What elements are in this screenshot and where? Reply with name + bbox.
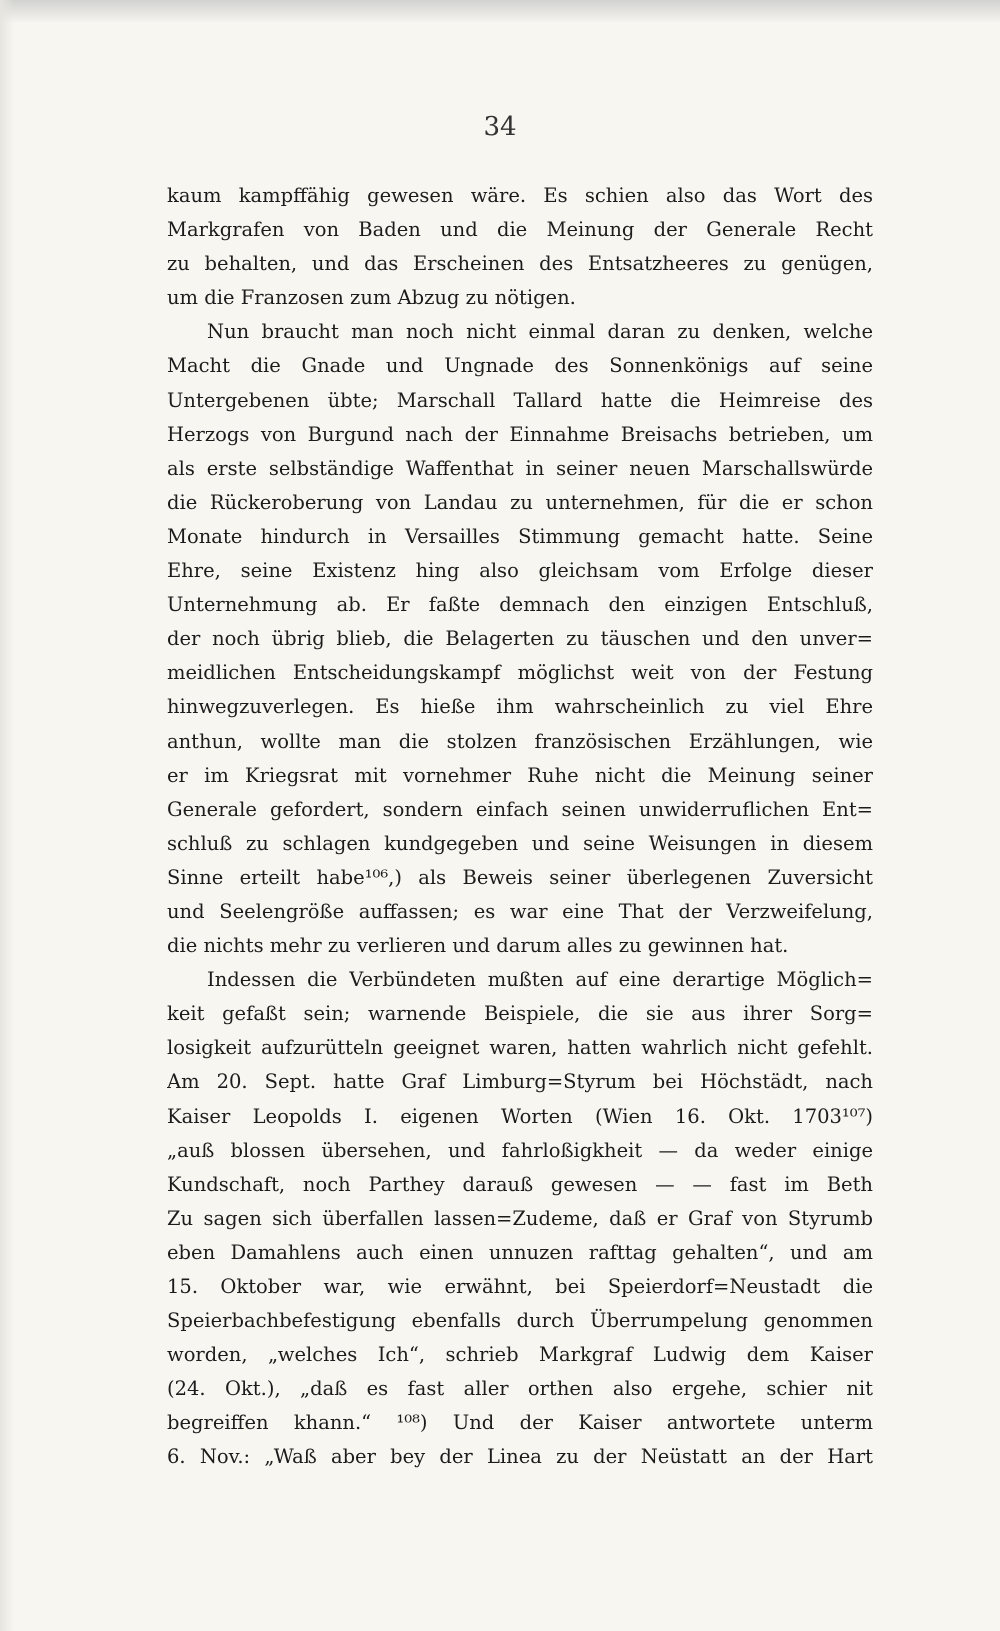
text-line: die nichts mehr zu verlieren und darum alles zu gewinnen hat. bbox=[167, 934, 789, 958]
text-line: Monate hindurch in Versailles Stimmung gemacht hatte. Seine bbox=[167, 524, 873, 548]
text-line: anthun, wollte man die stolzen französischen Erzählungen, wie bbox=[167, 729, 873, 753]
text-line: Markgrafen von Baden und die Meinung der Generale Recht bbox=[167, 218, 873, 242]
text-line: worden, „welches Ich“, schrieb Markgraf Ludwig dem Kaiser bbox=[167, 1343, 873, 1367]
text-line: Speierbachbefestigung ebenfalls durch Überrumpelung genommen bbox=[167, 1309, 873, 1333]
text-line: Macht die Gnade und Ungnade des Sonnenkönigs auf seine bbox=[167, 354, 873, 378]
text-line: Kundschaft, noch Parthey darauß gewesen — — fast im Beth bbox=[167, 1172, 873, 1196]
text-line: Herzogs von Burgund nach der Einnahme Breisachs betrieben, um bbox=[167, 422, 873, 446]
page-number: 34 bbox=[483, 112, 517, 142]
text-line: Generale gefordert, sondern einfach seinen unwiderruflichen Ent= bbox=[167, 797, 873, 821]
text-line: Untergebenen übte; Marschall Tallard hatte die Heimreise des bbox=[167, 388, 873, 412]
text-line: Indessen die Verbündeten mußten auf eine derartige Möglich= bbox=[207, 968, 873, 992]
text-line: losigkeit aufzurütteln geeignet waren, hatten wahrlich nicht gefehlt. bbox=[167, 1036, 873, 1060]
text-line: Sinne erteilt habe¹⁰⁶,) als Beweis seiner überlegenen Zuversicht bbox=[167, 865, 873, 889]
scan-left-shade bbox=[0, 0, 14, 1631]
text-line: Ehre, seine Existenz hing also gleichsam vom Erfolge dieser bbox=[167, 559, 873, 583]
text-line: und Seelengröße auffassen; es war eine That der Verzweifelung, bbox=[167, 899, 873, 923]
text-line: schluß zu schlagen kundgegeben und seine Weisungen in diesem bbox=[167, 831, 873, 855]
scan-top-edge bbox=[0, 0, 1000, 22]
text-line: er im Kriegsrat mit vornehmer Ruhe nicht die Meinung seiner bbox=[167, 763, 873, 787]
text-line: zu behalten, und das Erscheinen des Entsatzheeres zu genügen, bbox=[167, 252, 873, 276]
text-line: der noch übrig blieb, die Belagerten zu täuschen und den unver= bbox=[167, 627, 873, 651]
text-line: Kaiser Leopolds I. eigenen Worten (Wien 16. Okt. 1703¹⁰⁷) bbox=[167, 1104, 873, 1128]
text-line: begreiffen khann.“ ¹⁰⁸) Und der Kaiser antwortete unterm bbox=[167, 1411, 873, 1435]
text-line: Nun braucht man noch nicht einmal daran zu denken, welche bbox=[207, 320, 873, 344]
text-line: die Rückeroberung von Landau zu unternehmen, für die er schon bbox=[167, 490, 873, 514]
body-text bbox=[167, 179, 873, 1475]
text-line: (24. Okt.), „daß es fast aller orthen also ergehe, schier nit bbox=[167, 1377, 873, 1401]
text-line: meidlichen Entscheidungskampf möglichst weit von der Festung bbox=[167, 661, 873, 685]
text-line: eben Damahlens auch einen unnuzen rafttag gehalten“, und am bbox=[167, 1240, 873, 1264]
text-line: als erste selbständige Waffenthat in seiner neuen Marschallswürde bbox=[167, 456, 873, 480]
text-line: Am 20. Sept. hatte Graf Limburg=Styrum bei Höchstädt, nach bbox=[167, 1070, 873, 1094]
text-line: 6. Nov.: „Waß aber bey der Linea zu der Neüstatt an der Hart bbox=[167, 1445, 873, 1469]
text-line: keit gefaßt sein; warnende Beispiele, die sie aus ihrer Sorg= bbox=[167, 1002, 873, 1026]
text-line: hinwegzuverlegen. Es hieße ihm wahrscheinlich zu viel Ehre bbox=[167, 695, 873, 719]
text-line: „auß blossen übersehen, und fahrloßigkheit — da weder einige bbox=[167, 1138, 873, 1162]
text-line: Zu sagen sich überfallen lassen=Zudeme, daß er Graf von Styrumb bbox=[167, 1206, 873, 1230]
text-line: kaum kampffähig gewesen wäre. Es schien also das Wort des bbox=[167, 184, 873, 207]
text-line: Unternehmung ab. Er faßte demnach den einzigen Entschluß, bbox=[167, 593, 873, 617]
text-line: um die Franzosen zum Abzug zu nötigen. bbox=[167, 286, 576, 310]
text-line: 15. Oktober war, wie erwähnt, bei Speierdorf=Neustadt die bbox=[167, 1275, 873, 1298]
